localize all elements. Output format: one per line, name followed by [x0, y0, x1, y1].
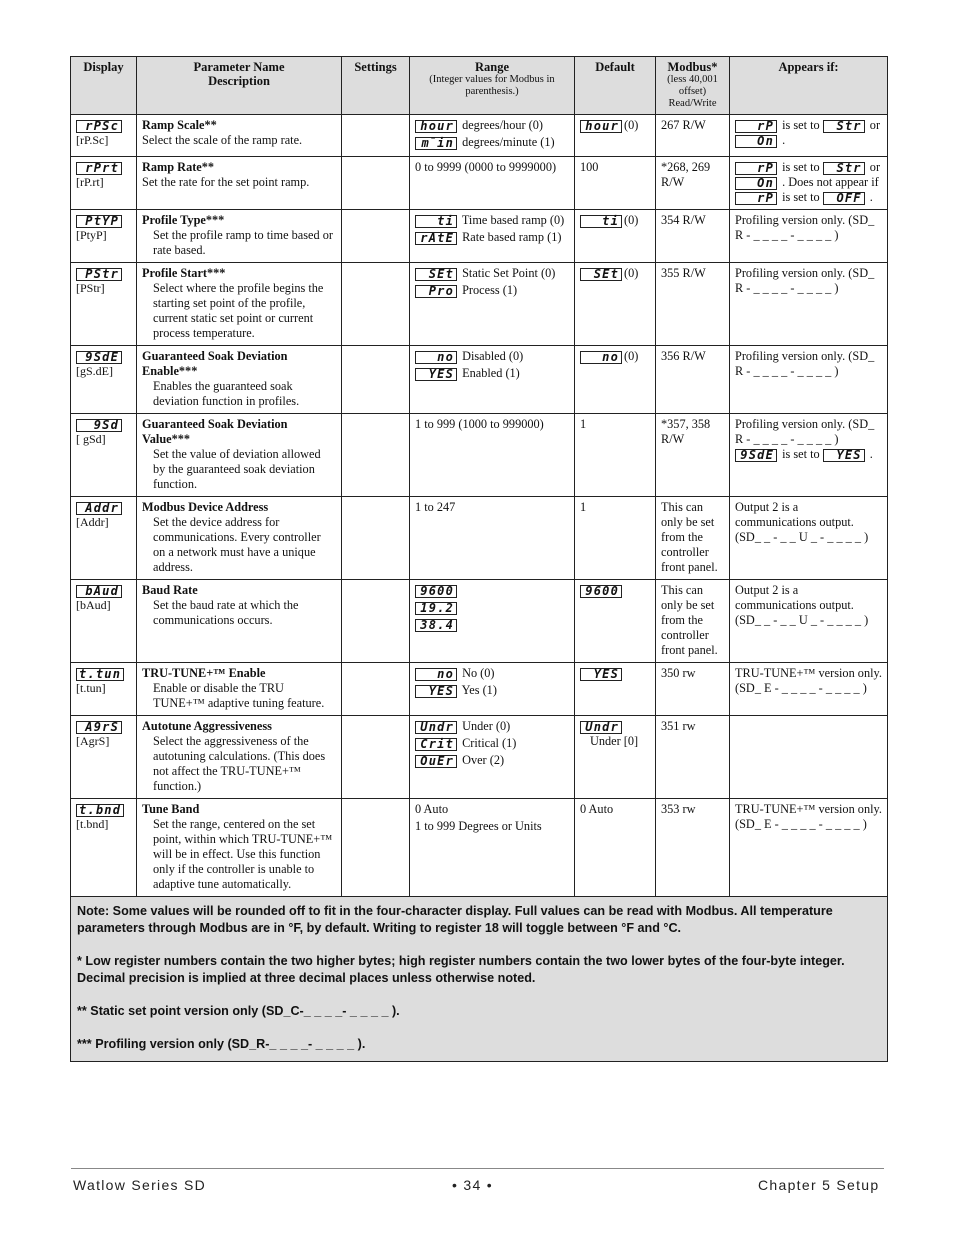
range-option	[415, 213, 569, 228]
cell-appears-if	[730, 799, 888, 897]
parameter-name: Ramp Scale**	[142, 118, 217, 132]
table-row	[71, 263, 888, 346]
range-option-label: degrees/minute (1)	[459, 135, 555, 149]
cell-default	[575, 716, 656, 799]
cell-range	[410, 414, 575, 497]
cell-parameter	[137, 263, 342, 346]
cell-default	[575, 115, 656, 157]
range-option	[415, 583, 569, 598]
lcd-display-code: 9600	[415, 585, 457, 598]
lcd-display-code: rAtE	[415, 232, 457, 245]
cell-modbus: 353 rw	[656, 799, 730, 897]
note-static-version: ** Static set point version only (SD_C-_ _ _ _- _ _ _ _ ).	[77, 1004, 400, 1018]
lcd-display-code: 9Sd	[76, 419, 122, 432]
cell-display	[71, 346, 137, 414]
table-row	[71, 414, 888, 497]
parameter-description: Enables the guaranteed soak deviation function in profiles.	[153, 379, 300, 408]
parameter-name: Guaranteed Soak Deviation Value***	[142, 417, 288, 446]
cell-default	[575, 346, 656, 414]
cell-default	[575, 414, 656, 497]
cell-default	[575, 157, 656, 210]
cell-parameter	[137, 716, 342, 799]
cell-settings	[342, 414, 410, 497]
lcd-display-code: rP	[735, 192, 777, 205]
lcd-display-code: PStr	[76, 268, 122, 281]
range-text: 1 to 247	[415, 500, 456, 514]
cell-settings	[342, 115, 410, 157]
parameter-description: Select the scale of the ramp rate.	[142, 133, 303, 147]
cell-range	[410, 157, 575, 210]
appears-text-part: or	[866, 118, 881, 132]
parameter-description: Set the baud rate at which the communications occurs.	[153, 598, 299, 627]
cell-modbus: 351 rw	[656, 716, 730, 799]
range-option-label: Time based ramp (0)	[459, 213, 565, 227]
parameter-description: Select the aggressiveness of the autotuning calculations. (This does not affect the TRU-TUNE+™ function.)	[153, 734, 326, 793]
cell-modbus: 356 R/W	[656, 346, 730, 414]
cell-appears-if	[730, 346, 888, 414]
lcd-display-code: OuEr	[415, 755, 457, 768]
appears-text: Output 2 is a communications output. (SD_ _ - _ _ U _ - _ _ _ _ )	[735, 500, 869, 544]
lcd-display-code: Str	[823, 120, 865, 133]
cell-range	[410, 580, 575, 663]
default-value: (0)	[624, 118, 639, 132]
appears-text-part: is set to	[779, 447, 823, 461]
range-option	[415, 283, 569, 298]
range-option	[415, 683, 569, 698]
footer-right: Chapter 5 Setup	[758, 1177, 880, 1193]
range-option	[415, 666, 569, 681]
lcd-display-code: ti	[415, 215, 457, 228]
default-value: 1	[580, 500, 587, 514]
appears-text: Profiling version only. (SD_ R - _ _ _ _ - _ _ _ _ )	[735, 417, 875, 446]
parameter-description: Set the value of deviation allowed by the guaranteed soak deviation function.	[153, 447, 321, 491]
cell-default	[575, 799, 656, 897]
cell-parameter	[137, 497, 342, 580]
lcd-display-code: Undr	[415, 721, 457, 734]
table-header-row	[71, 57, 888, 115]
appears-text-part: . Does not appear if	[779, 175, 879, 189]
cell-settings	[342, 663, 410, 716]
lcd-display-code: YES	[415, 685, 457, 698]
cell-modbus: *357, 358 R/W	[656, 414, 730, 497]
range-option	[415, 753, 569, 768]
cell-display	[71, 580, 137, 663]
cell-parameter	[137, 346, 342, 414]
cell-display	[71, 414, 137, 497]
appears-text-part: .	[779, 133, 786, 147]
default-value: (0)	[624, 213, 639, 227]
parameter-description: Enable or disable the TRU TUNE+™ adaptive tuning feature.	[153, 681, 325, 710]
table-row	[71, 346, 888, 414]
default-value: 100	[580, 160, 599, 174]
range-text: 1 to 999 (1000 to 999000)	[415, 417, 544, 431]
parameter-description: Set the range, centered on the set point, within which TRU-TUNE+™ will be in effect. Use this function only if the controller is unable to adaptive tune automatically.	[153, 817, 333, 891]
parameter-name: Autotune Aggressiveness	[142, 719, 272, 733]
range-text-2: 1 to 999 Degrees or Units	[415, 819, 542, 833]
lcd-display-code: A9rS	[76, 721, 122, 734]
range-option	[415, 736, 569, 751]
lcd-display-code: ti	[580, 215, 622, 228]
default-value: (0)	[624, 349, 639, 363]
default-value: Under [0]	[590, 734, 639, 748]
lcd-display-code: t.tun	[76, 668, 124, 681]
lcd-display-code: Undr	[580, 721, 622, 734]
notes-cell	[71, 897, 888, 1062]
parameter-name: Guaranteed Soak Deviation Enable***	[142, 349, 288, 378]
cell-display	[71, 263, 137, 346]
range-option	[415, 230, 569, 245]
lcd-display-code: rPrt	[76, 162, 122, 175]
footer-page-number: • 34 •	[452, 1177, 493, 1193]
cell-display	[71, 799, 137, 897]
cell-appears-if	[730, 263, 888, 346]
appears-text: Output 2 is a communications output. (SD_ _ - _ _ U _ - _ _ _ _ )	[735, 583, 869, 627]
cell-parameter	[137, 580, 342, 663]
cell-display	[71, 663, 137, 716]
cell-settings	[342, 210, 410, 263]
cell-appears-if	[730, 716, 888, 799]
parameter-name: Baud Rate	[142, 583, 198, 597]
display-code-text: [PStr]	[76, 281, 105, 295]
range-option-label: Over (2)	[459, 753, 505, 767]
cell-default	[575, 210, 656, 263]
table-row	[71, 799, 888, 897]
table-row	[71, 497, 888, 580]
notes-row	[71, 897, 888, 1062]
parameter-table	[70, 56, 888, 1062]
appears-text-part: is set to	[779, 190, 823, 204]
range-option	[415, 266, 569, 281]
cell-settings	[342, 580, 410, 663]
cell-parameter	[137, 663, 342, 716]
range-option	[415, 349, 569, 364]
cell-settings	[342, 497, 410, 580]
display-code-text: [rP.rt]	[76, 175, 104, 189]
display-code-text: [t.tun]	[76, 681, 106, 695]
parameter-description: Set the profile ramp to time based or rate based.	[153, 228, 333, 257]
default-value: 0 Auto	[580, 802, 614, 816]
appears-text-part: is set to	[779, 118, 823, 132]
cell-appears-if	[730, 157, 888, 210]
lcd-display-code: OFF	[823, 192, 865, 205]
lcd-display-code: m̄in	[415, 137, 457, 150]
range-option-label: No (0)	[459, 666, 495, 680]
header-parameter: Parameter Name Description	[137, 57, 342, 115]
cell-modbus: 355 R/W	[656, 263, 730, 346]
range-option-label: degrees/hour (0)	[459, 118, 543, 132]
appears-text: TRU-TUNE+™ version only. (SD_ E - _ _ _ _ - _ _ _ _ )	[735, 802, 882, 831]
appears-text: Profiling version only. (SD_ R - _ _ _ _ - _ _ _ _ )	[735, 349, 875, 378]
parameter-description: Set the rate for the set point ramp.	[142, 175, 310, 189]
cell-display	[71, 497, 137, 580]
cell-settings	[342, 716, 410, 799]
range-option	[415, 135, 569, 150]
parameter-name: Ramp Rate**	[142, 160, 215, 174]
range-text: 0 Auto	[415, 802, 449, 816]
lcd-display-code: no	[580, 351, 622, 364]
table-row	[71, 115, 888, 157]
lcd-display-code: PtYP	[76, 215, 122, 228]
cell-range	[410, 263, 575, 346]
parameter-description: Set the device address for communications. Every controller on a network must have a unique address.	[153, 515, 321, 574]
header-appears-if: Appears if:	[730, 57, 888, 115]
cell-modbus: This can only be set from the controller front panel.	[656, 497, 730, 580]
cell-appears-if	[730, 663, 888, 716]
range-option-label: Process (1)	[459, 283, 518, 297]
cell-range	[410, 663, 575, 716]
cell-range	[410, 716, 575, 799]
cell-default	[575, 263, 656, 346]
lcd-display-code: YES	[823, 449, 865, 462]
cell-appears-if	[730, 210, 888, 263]
footer-left: Watlow Series SD	[73, 1177, 207, 1193]
cell-settings	[342, 263, 410, 346]
header-settings: Settings	[342, 57, 410, 115]
lcd-display-code: Pro	[415, 285, 457, 298]
lcd-display-code: 9600	[580, 585, 622, 598]
display-code-text: [rP.Sc]	[76, 133, 109, 147]
appears-text: TRU-TUNE+™ version only. (SD_ E - _ _ _ _ - _ _ _ _ )	[735, 666, 882, 695]
parameter-name: Tune Band	[142, 802, 200, 816]
cell-modbus: 350 rw	[656, 663, 730, 716]
parameter-name: Profile Start***	[142, 266, 226, 280]
parameter-name: TRU-TUNE+™ Enable	[142, 666, 266, 680]
cell-parameter	[137, 414, 342, 497]
lcd-display-code: hour	[580, 120, 622, 133]
cell-appears-if	[730, 115, 888, 157]
range-option-label: Enabled (1)	[459, 366, 520, 380]
cell-parameter	[137, 799, 342, 897]
cell-display	[71, 157, 137, 210]
display-code-text: [bAud]	[76, 598, 111, 612]
lcd-display-code: Addr	[76, 502, 122, 515]
range-option-label: Disabled (0)	[459, 349, 524, 363]
appears-text: Profiling version only. (SD_ R - _ _ _ _ - _ _ _ _ )	[735, 266, 875, 295]
range-option-label: Rate based ramp (1)	[459, 230, 562, 244]
parameter-name: Modbus Device Address	[142, 500, 269, 514]
display-code-text: [t.bnd]	[76, 817, 109, 831]
parameter-description: Select where the profile begins the starting set point of the profile, current static set point or current process temperature.	[153, 281, 324, 340]
range-option	[415, 719, 569, 734]
lcd-display-code: hour	[415, 120, 457, 133]
range-option-label: Under (0)	[459, 719, 511, 733]
table-row	[71, 157, 888, 210]
cell-range	[410, 346, 575, 414]
cell-range	[410, 115, 575, 157]
cell-display	[71, 210, 137, 263]
lcd-display-code: bAud	[76, 585, 122, 598]
table-row	[71, 210, 888, 263]
lcd-display-code: YES	[415, 368, 457, 381]
lcd-display-code: rP	[735, 162, 777, 175]
table-row	[71, 580, 888, 663]
cell-settings	[342, 346, 410, 414]
appears-text-part: is set to	[779, 160, 823, 174]
cell-settings	[342, 799, 410, 897]
table-row	[71, 663, 888, 716]
lcd-display-code: 38.4	[415, 619, 457, 632]
range-option-label: Static Set Point (0)	[459, 266, 556, 280]
cell-display	[71, 716, 137, 799]
range-option	[415, 366, 569, 381]
cell-parameter	[137, 115, 342, 157]
range-option	[415, 617, 569, 632]
table-row	[71, 716, 888, 799]
appears-text-part: .	[866, 190, 873, 204]
default-value: 1	[580, 417, 587, 431]
lcd-display-code: On	[735, 177, 777, 190]
lcd-display-code: 9SdE	[735, 449, 777, 462]
cell-range	[410, 497, 575, 580]
lcd-display-code: no	[415, 668, 457, 681]
cell-appears-if	[730, 414, 888, 497]
lcd-display-code: no	[415, 351, 457, 364]
note-low-register: * Low register numbers contain the two higher bytes; high register numbers contain the two lower bytes of the four-byte integer. Decimal precision is implied at three decimal places unless otherwise noted.	[77, 954, 845, 985]
range-option-label: Critical (1)	[459, 736, 517, 750]
note-general: Note: Some values will be rounded off to fit in the four-character display. Full values can be read with Modbus. All temperature parameters through Modbus are in °F, by default. Writing to register 18 will toggle between °F and °C.	[77, 904, 833, 935]
cell-display	[71, 115, 137, 157]
cell-modbus: 267 R/W	[656, 115, 730, 157]
appears-text: Profiling version only. (SD_ R - _ _ _ _ - _ _ _ _ )	[735, 213, 875, 242]
display-code-text: [ gSd]	[76, 432, 106, 446]
cell-range	[410, 210, 575, 263]
lcd-display-code: On	[735, 135, 777, 148]
lcd-display-code: SEt	[415, 268, 457, 281]
footer-divider	[71, 1168, 884, 1169]
header-default: Default	[575, 57, 656, 115]
display-code-text: [PtyP]	[76, 228, 107, 242]
lcd-display-code: Crit	[415, 738, 457, 751]
appears-text-part: or	[866, 160, 881, 174]
cell-appears-if	[730, 580, 888, 663]
appears-text-part: .	[866, 447, 873, 461]
range-option-label: Yes (1)	[459, 683, 497, 697]
header-range: Range (Integer values for Modbus in parenthesis.)	[410, 57, 575, 115]
parameter-name: Profile Type***	[142, 213, 225, 227]
cell-settings	[342, 157, 410, 210]
range-option	[415, 118, 569, 133]
display-code-text: [gS.dE]	[76, 364, 113, 378]
lcd-display-code: t.bnd	[76, 804, 124, 817]
lcd-display-code: YES	[580, 668, 622, 681]
cell-default	[575, 663, 656, 716]
lcd-display-code: SEt	[580, 268, 622, 281]
display-code-text: [AgrS]	[76, 734, 110, 748]
cell-modbus: 354 R/W	[656, 210, 730, 263]
header-modbus: Modbus* (less 40,001 offset) Read/Write	[656, 57, 730, 115]
range-text: 0 to 9999 (0000 to 9999000)	[415, 160, 557, 174]
lcd-display-code: rP	[735, 120, 777, 133]
cell-modbus: This can only be set from the controller front panel.	[656, 580, 730, 663]
default-value: (0)	[624, 266, 639, 280]
cell-appears-if	[730, 497, 888, 580]
lcd-display-code: 9SdE	[76, 351, 122, 364]
cell-modbus: *268, 269 R/W	[656, 157, 730, 210]
note-profiling-version: *** Profiling version only (SD_R-_ _ _ _- _ _ _ _ ).	[77, 1037, 366, 1051]
cell-parameter	[137, 157, 342, 210]
lcd-display-code: 19.2	[415, 602, 457, 615]
lcd-display-code: rPSc	[76, 120, 122, 133]
lcd-display-code: Str	[823, 162, 865, 175]
header-display: Display	[71, 57, 137, 115]
cell-default	[575, 497, 656, 580]
range-option	[415, 600, 569, 615]
cell-range	[410, 799, 575, 897]
display-code-text: [Addr]	[76, 515, 109, 529]
cell-parameter	[137, 210, 342, 263]
cell-default	[575, 580, 656, 663]
